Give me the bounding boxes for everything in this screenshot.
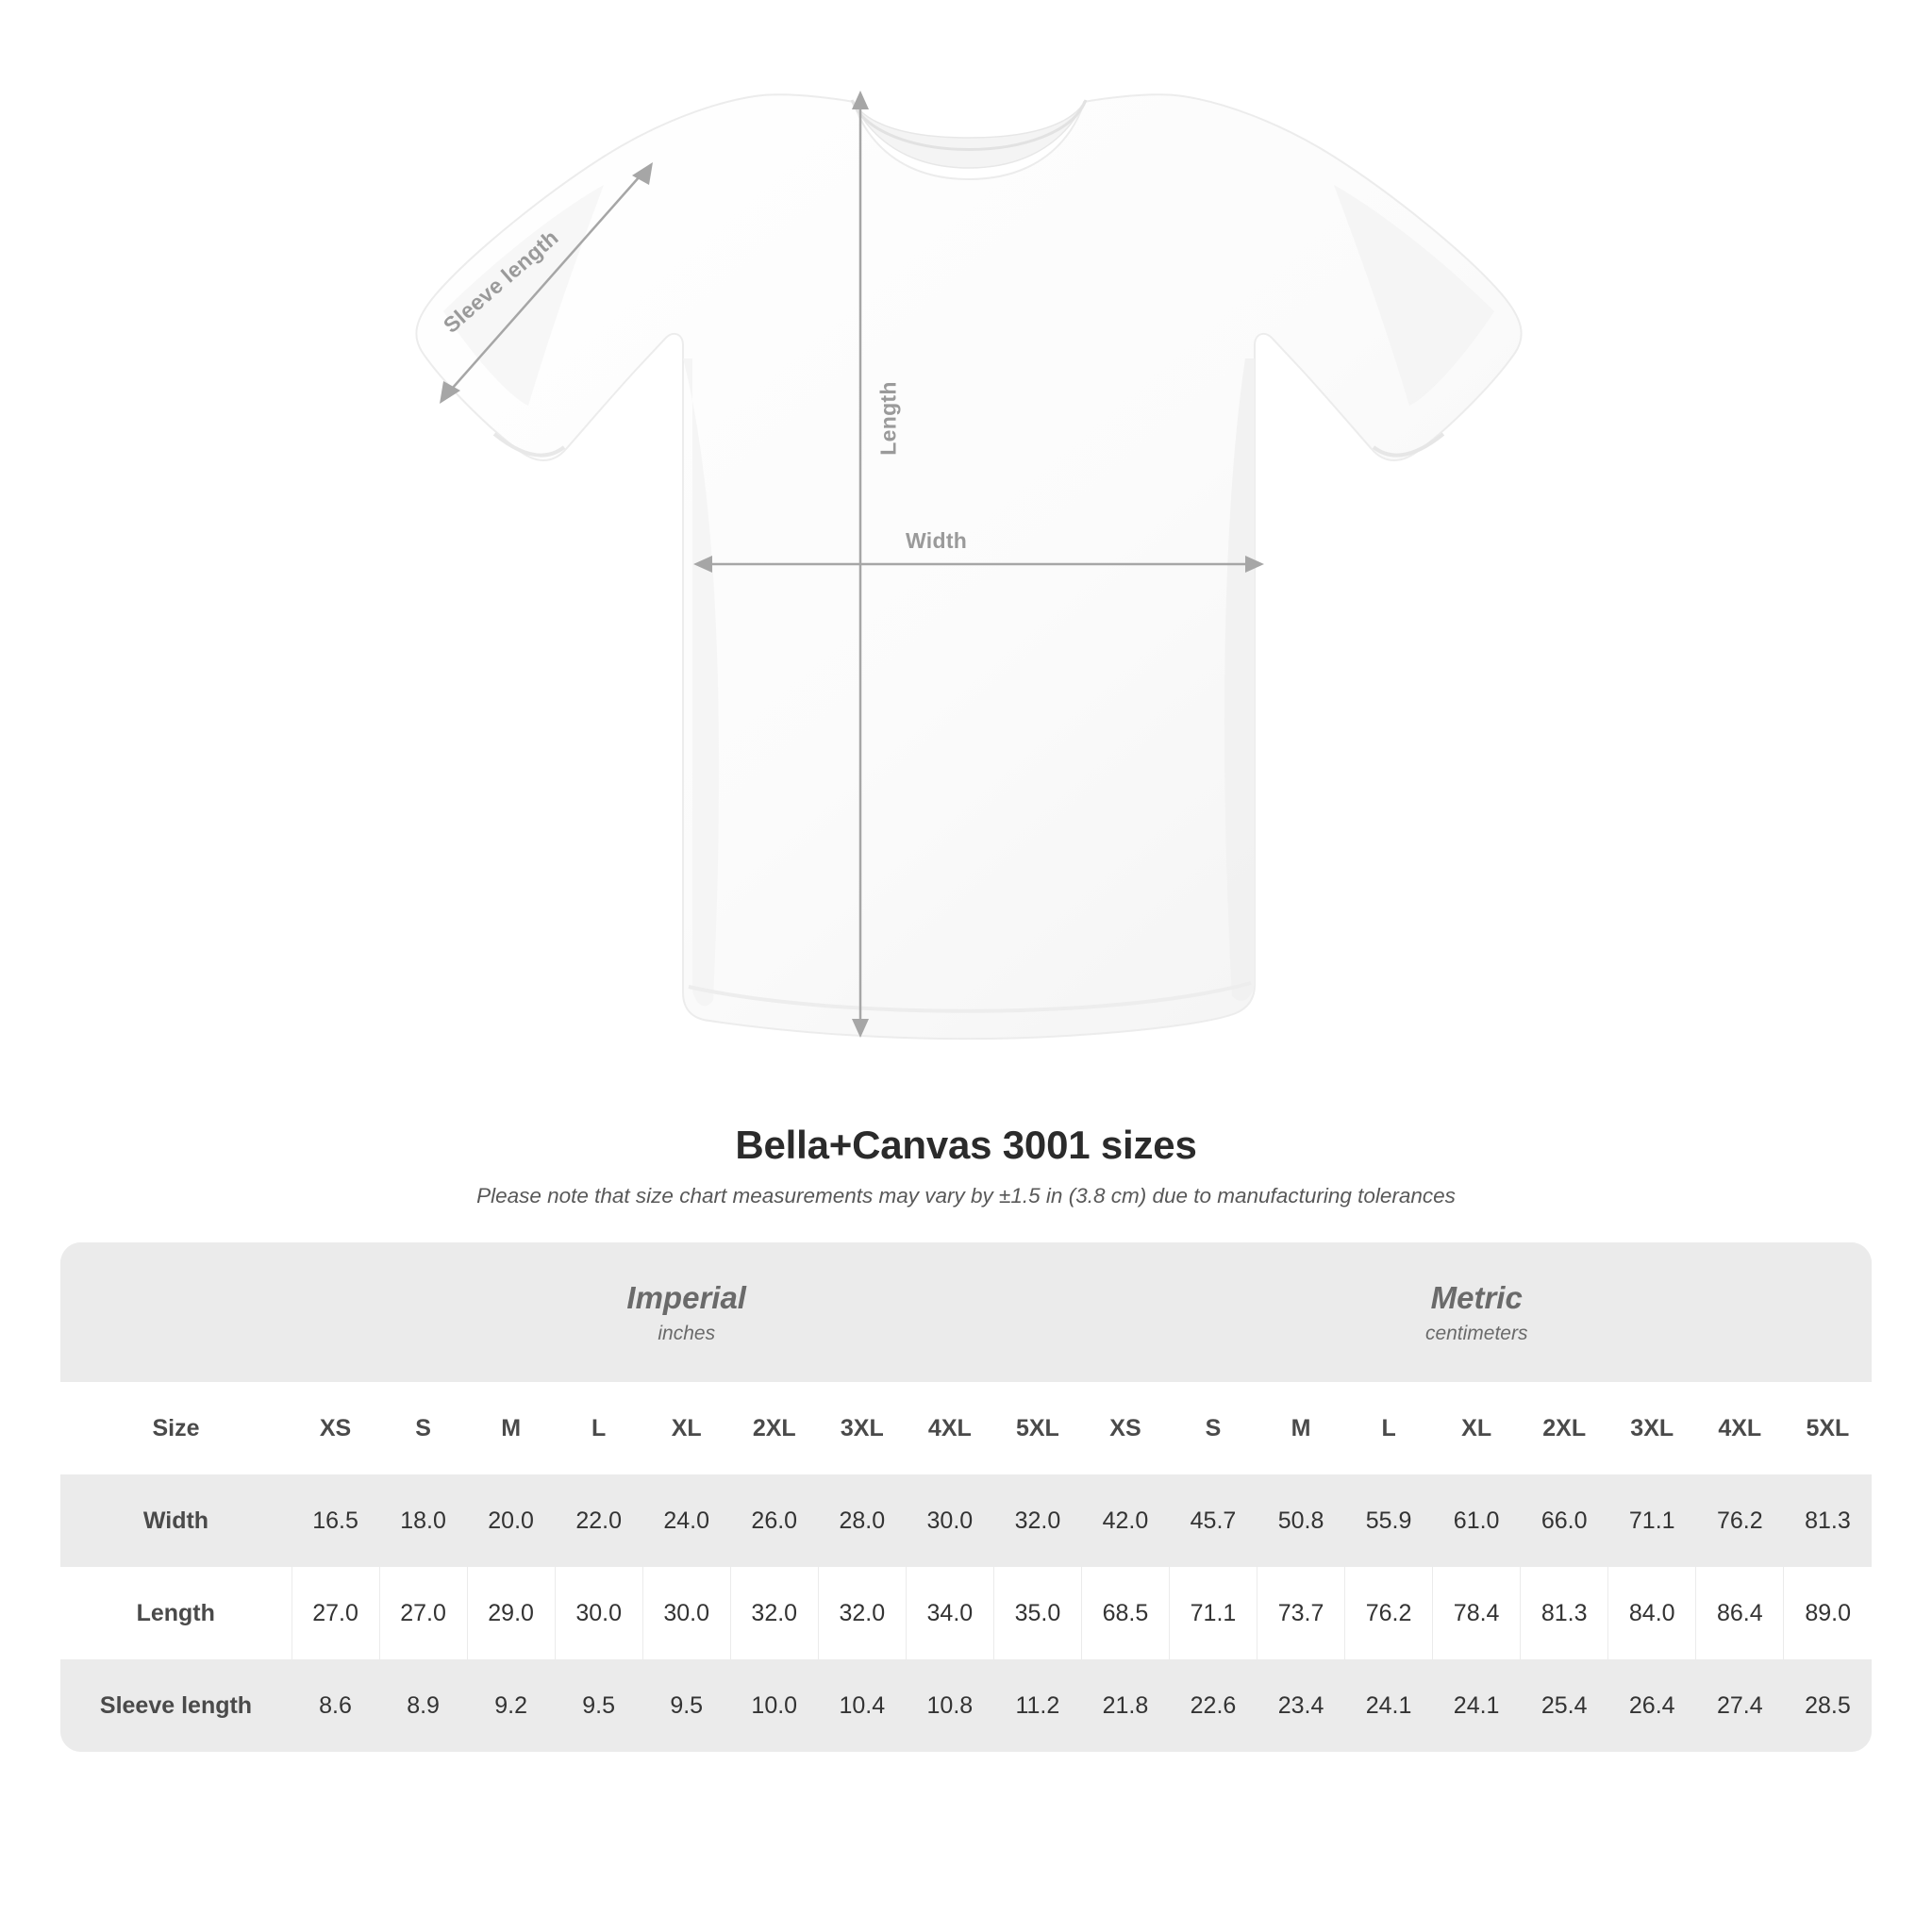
row-label-width: Width xyxy=(60,1474,291,1567)
width-imperial-xl: 24.0 xyxy=(642,1474,730,1567)
width-metric-xs: 42.0 xyxy=(1081,1474,1169,1567)
chart-heading xyxy=(0,1123,1932,1208)
size-cell-metric-xl: XL xyxy=(1433,1382,1521,1474)
length-metric-3xl: 84.0 xyxy=(1608,1567,1696,1659)
sleeve-metric-2xl: 25.4 xyxy=(1521,1659,1608,1752)
width-imperial-m: 20.0 xyxy=(467,1474,555,1567)
size-cell-metric-2xl: 2XL xyxy=(1521,1382,1608,1474)
sleeve-length-dimension-label: Sleeve length xyxy=(438,225,563,338)
width-metric-2xl: 66.0 xyxy=(1521,1474,1608,1567)
size-cell-metric-4xl: 4XL xyxy=(1696,1382,1784,1474)
unit-header-spacer xyxy=(60,1242,291,1382)
sleeve-metric-5xl: 28.5 xyxy=(1784,1659,1872,1752)
size-cell-imperial-3xl: 3XL xyxy=(818,1382,906,1474)
size-cell-metric-s: S xyxy=(1169,1382,1257,1474)
size-cell-imperial-4xl: 4XL xyxy=(906,1382,993,1474)
length-imperial-4xl: 34.0 xyxy=(906,1567,993,1659)
sleeve-imperial-m: 9.2 xyxy=(467,1659,555,1752)
length-metric-xs: 68.5 xyxy=(1081,1567,1169,1659)
sleeve-metric-4xl: 27.4 xyxy=(1696,1659,1784,1752)
row-label-sleeve-length: Sleeve length xyxy=(60,1659,291,1752)
width-imperial-5xl: 32.0 xyxy=(993,1474,1081,1567)
length-imperial-xs: 27.0 xyxy=(291,1567,379,1659)
size-table xyxy=(60,1242,1872,1752)
size-cell-metric-3xl: 3XL xyxy=(1608,1382,1696,1474)
length-imperial-3xl: 32.0 xyxy=(818,1567,906,1659)
metric-header xyxy=(1081,1242,1872,1382)
sleeve-metric-m: 23.4 xyxy=(1257,1659,1345,1752)
length-metric-l: 76.2 xyxy=(1345,1567,1433,1659)
sleeve-imperial-4xl: 10.8 xyxy=(906,1659,993,1752)
sleeve-imperial-3xl: 10.4 xyxy=(818,1659,906,1752)
width-metric-m: 50.8 xyxy=(1257,1474,1345,1567)
size-row xyxy=(60,1382,1872,1474)
length-metric-4xl: 86.4 xyxy=(1696,1567,1784,1659)
size-cell-imperial-2xl: 2XL xyxy=(730,1382,818,1474)
length-metric-s: 71.1 xyxy=(1169,1567,1257,1659)
length-metric-5xl: 89.0 xyxy=(1784,1567,1872,1659)
width-imperial-2xl: 26.0 xyxy=(730,1474,818,1567)
tolerance-note: Please note that size chart measurements may vary by ±1.5 in (3.8 cm) due to manufacturing tolerances xyxy=(476,1184,1456,1208)
length-metric-m: 73.7 xyxy=(1257,1567,1345,1659)
width-dimension-label: Width xyxy=(906,528,968,553)
width-imperial-3xl: 28.0 xyxy=(818,1474,906,1567)
width-imperial-4xl: 30.0 xyxy=(906,1474,993,1567)
table-row-width xyxy=(60,1474,1872,1567)
sleeve-metric-xl: 24.1 xyxy=(1433,1659,1521,1752)
imperial-title: Imperial xyxy=(626,1280,746,1316)
sleeve-imperial-5xl: 11.2 xyxy=(993,1659,1081,1752)
page-title: Bella+Canvas 3001 sizes xyxy=(735,1123,1197,1167)
length-imperial-s: 27.0 xyxy=(379,1567,467,1659)
sleeve-metric-s: 22.6 xyxy=(1169,1659,1257,1752)
row-label-length: Length xyxy=(60,1567,291,1659)
length-metric-xl: 78.4 xyxy=(1433,1567,1521,1659)
sleeve-metric-3xl: 26.4 xyxy=(1608,1659,1696,1752)
size-table-container xyxy=(60,1242,1872,1752)
table-row-sleeve-length xyxy=(60,1659,1872,1752)
length-imperial-xl: 30.0 xyxy=(642,1567,730,1659)
sleeve-imperial-l: 9.5 xyxy=(555,1659,642,1752)
size-cell-imperial-xl: XL xyxy=(642,1382,730,1474)
width-metric-5xl: 81.3 xyxy=(1784,1474,1872,1567)
width-imperial-l: 22.0 xyxy=(555,1474,642,1567)
metric-title: Metric xyxy=(1430,1280,1523,1316)
size-row-label: Size xyxy=(60,1382,291,1474)
sleeve-imperial-s: 8.9 xyxy=(379,1659,467,1752)
sleeve-imperial-2xl: 10.0 xyxy=(730,1659,818,1752)
sleeve-metric-xs: 21.8 xyxy=(1081,1659,1169,1752)
width-imperial-xs: 16.5 xyxy=(291,1474,379,1567)
sleeve-imperial-xs: 8.6 xyxy=(291,1659,379,1752)
length-imperial-2xl: 32.0 xyxy=(730,1567,818,1659)
size-cell-metric-xs: XS xyxy=(1081,1382,1169,1474)
size-cell-metric-m: M xyxy=(1257,1382,1345,1474)
size-cell-imperial-m: M xyxy=(467,1382,555,1474)
size-cell-metric-l: L xyxy=(1345,1382,1433,1474)
sleeve-imperial-xl: 9.5 xyxy=(642,1659,730,1752)
length-imperial-l: 30.0 xyxy=(555,1567,642,1659)
metric-subtitle: centimeters xyxy=(1424,1322,1528,1344)
imperial-header xyxy=(291,1242,1081,1382)
width-metric-3xl: 71.1 xyxy=(1608,1474,1696,1567)
size-cell-imperial-5xl: 5XL xyxy=(993,1382,1081,1474)
width-imperial-s: 18.0 xyxy=(379,1474,467,1567)
width-metric-xl: 61.0 xyxy=(1433,1474,1521,1567)
width-metric-4xl: 76.2 xyxy=(1696,1474,1784,1567)
width-metric-s: 45.7 xyxy=(1169,1474,1257,1567)
unit-header-row xyxy=(60,1242,1872,1382)
sleeve-metric-l: 24.1 xyxy=(1345,1659,1433,1752)
length-dimension-label: Length xyxy=(875,381,901,456)
length-imperial-5xl: 35.0 xyxy=(993,1567,1081,1659)
table-row-length xyxy=(60,1567,1872,1659)
size-cell-imperial-l: L xyxy=(555,1382,642,1474)
size-cell-metric-5xl: 5XL xyxy=(1784,1382,1872,1474)
imperial-subtitle: inches xyxy=(658,1322,716,1344)
width-metric-l: 55.9 xyxy=(1345,1474,1433,1567)
length-metric-2xl: 81.3 xyxy=(1521,1567,1608,1659)
size-cell-imperial-xs: XS xyxy=(291,1382,379,1474)
length-imperial-m: 29.0 xyxy=(467,1567,555,1659)
size-cell-imperial-s: S xyxy=(379,1382,467,1474)
